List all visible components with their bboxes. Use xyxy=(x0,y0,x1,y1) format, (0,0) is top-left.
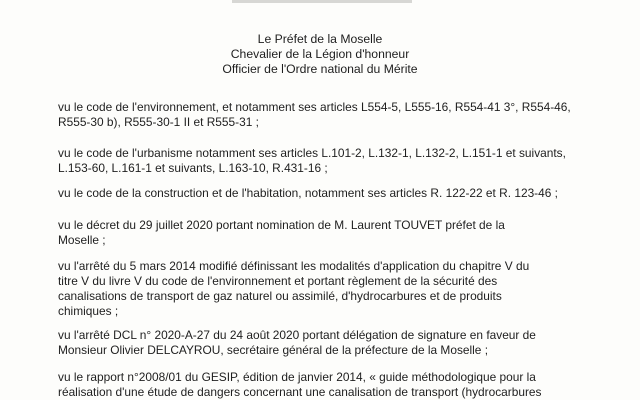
prefect-honor-merit: Officier de l'Ordre national du Mérite xyxy=(222,62,418,76)
recital-line: vu l'arrêté DCL n° 2020-A-27 du 24 août 2020 portant délégation de signature en faveur de xyxy=(58,328,536,342)
recital-line: Moselle ; xyxy=(58,233,106,247)
recital-line: vu l'arrêté du 5 mars 2014 modifié définissant les modalités d'application du chapitre V du xyxy=(58,259,530,273)
recital-environment-code xyxy=(58,100,590,130)
cropped-header-remnant xyxy=(232,0,412,3)
recital-gesip-report xyxy=(58,370,590,400)
recital-line: réalisation d'une étude de dangers concernant une canalisation de transport (hydrocarbures xyxy=(58,385,542,399)
recital-line: vu le décret du 29 juillet 2020 portant nomination de M. Laurent TOUVET préfet de la xyxy=(58,218,505,232)
recital-nomination-decree xyxy=(58,218,590,248)
prefect-name: Le Préfet de la Moselle xyxy=(257,32,383,46)
recital-construction-code xyxy=(58,186,590,201)
recital-line: vu le rapport n°2008/01 du GESIP, édition de janvier 2014, « guide méthodologique pour la xyxy=(58,370,536,384)
recital-line: chimiques ; xyxy=(58,304,119,318)
recital-line: vu le code de l'environnement, et notamment ses articles L554-5, L555-16, R554-41 3°, R554-46, xyxy=(58,100,571,114)
recital-line: Monsieur Olivier DELCAYROU, secrétaire général de la préfecture de la Moselle ; xyxy=(58,343,489,357)
recital-delegation-order xyxy=(58,328,590,358)
recital-line: L.153-60, L.161-1 et suivants, L.163-10, R.431-16 ; xyxy=(58,161,328,175)
recital-line: canalisations de transport de gaz naturel ou assimilé, d'hydrocarbures et de produits xyxy=(58,289,502,303)
recital-2014-order xyxy=(58,259,590,319)
recital-line: vu le code de l'urbanisme notamment ses articles L.101-2, L.132-1, L.132-2, L.151-1 et suivants, xyxy=(58,146,566,160)
prefect-honor-legion: Chevalier de la Légion d'honneur xyxy=(230,47,410,61)
prefect-title-block xyxy=(0,32,640,77)
recital-line: R555-30 b), R555-30-1 II et R555-31 ; xyxy=(58,115,259,129)
recital-line: vu le code de la construction et de l'habitation, notamment ses articles R. 122-22 et R. 123-46 ; xyxy=(58,186,558,200)
recital-line: titre V du livre V du code de l'environnement et portant règlement de la sécurité des xyxy=(58,274,498,288)
recital-urbanism-code xyxy=(58,146,590,176)
